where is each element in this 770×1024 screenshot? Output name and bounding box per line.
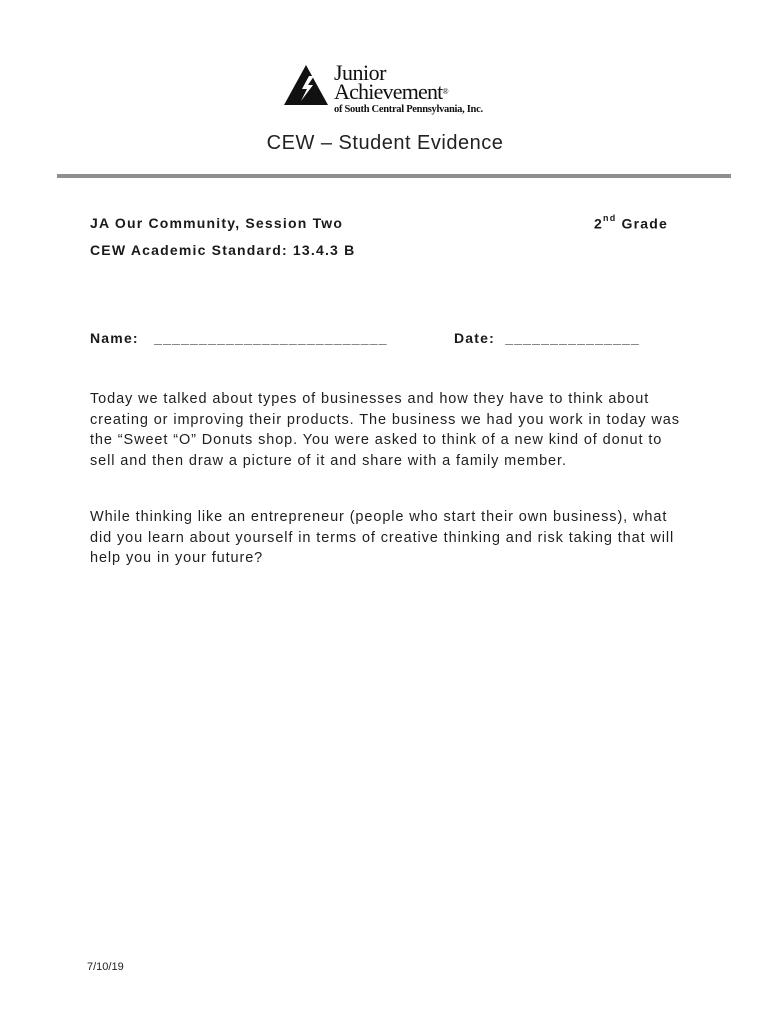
academic-standard: CEW Academic Standard: 13.4.3 B [90,242,356,258]
logo-text-junior: Junior [334,60,386,85]
page-title: CEW – Student Evidence [266,132,504,154]
logo-subtitle: of South Central Pennsylvania, Inc. [334,104,483,115]
grade-level: 2nd Grade [594,213,668,232]
date-blank[interactable]: _______________ [505,330,640,346]
logo-text-achievement: Achievement® [334,79,448,104]
date-label: Date: [454,330,496,346]
ja-logo [283,62,493,122]
title-divider [57,174,731,178]
name-field[interactable] [90,330,388,346]
name-label: Name: [90,330,139,346]
name-blank[interactable]: __________________________ [154,330,388,346]
lesson-summary-paragraph: Today we talked about types of businesses and how they have to think about creating or improving their products. The business we had you work in today was the “Sweet “O” Donuts shop. You were asked to think of a new kind of donut to sell and then draw a picture of it and share with a family member. [90,391,680,469]
date-field[interactable] [454,330,640,346]
ja-triangle-icon [283,64,329,106]
reflection-question-paragraph: While thinking like an entrepreneur (people who start their own business), what did you learn about yourself in terms of creative thinking and risk taking that will help you in your future? [90,509,675,566]
registered-mark: ® [442,87,448,96]
footer-date: 7/10/19 [87,961,124,973]
session-title: JA Our Community, Session Two [90,215,344,231]
